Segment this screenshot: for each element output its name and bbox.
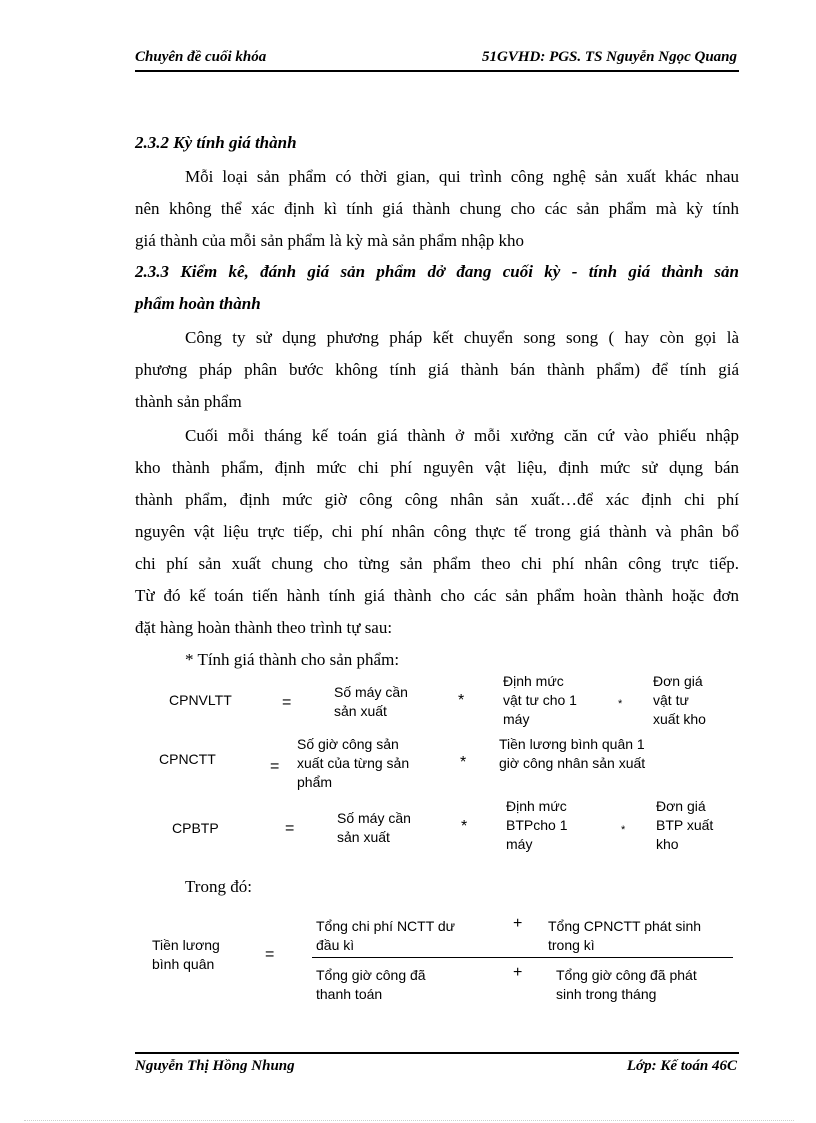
formula-cpnctt-term-a: Số giờ công sản xuất của từng sản phẩm bbox=[297, 736, 410, 790]
heading-2-3-3-line1: 2.3.3 Kiểm kê, đánh giá sản phẩm dở đang cuối kỳ - tính giá thành sản bbox=[135, 262, 739, 281]
formula-cpbtp-term-c: Đơn giá BTP xuất kho bbox=[656, 798, 714, 852]
text-line: nên không thể xác định kì tính giá thành chung cho các sản phẩm mà kỳ tính bbox=[135, 199, 739, 218]
multiply-sign: * bbox=[618, 698, 623, 710]
formula-cpbtp-term-b: Định mức BTPcho 1 máy bbox=[506, 798, 568, 852]
formula-cpnvltt-term-b: Định mức vật tư cho 1 máy bbox=[503, 673, 577, 727]
equals-sign: = bbox=[270, 758, 280, 775]
equals-sign: = bbox=[265, 946, 275, 963]
text-line: thành sản phẩm bbox=[135, 392, 242, 411]
fraction-numerator-a: Tổng chi phí NCTT dư đầu kì bbox=[316, 918, 456, 953]
text-line: thành phẩm, định mức giờ công công nhân sản xuất…để xác định chi phí bbox=[135, 490, 739, 509]
fraction-left-term: Tiền lương bình quân bbox=[152, 937, 220, 972]
text-line: nguyên vật liệu trực tiếp, chi phí nhân công thực tế trong giá thành và phân bổ bbox=[135, 522, 739, 541]
header-supervisor: 51GVHD: PGS. TS Nguyễn Ngọc Quang bbox=[481, 49, 737, 65]
text-line: chi phí sản xuất chung cho từng sản phẩm theo chi phí nhân công trực tiếp. bbox=[135, 554, 739, 573]
multiply-sign: * bbox=[458, 692, 465, 709]
header-course-title: Chuyên đề cuối khóa bbox=[135, 49, 267, 65]
fraction-bar bbox=[312, 957, 733, 958]
multiply-sign: * bbox=[460, 754, 467, 771]
heading-2-3-3-line2: phẩm hoàn thành bbox=[135, 294, 261, 313]
formula-cpnvltt-term-c: Đơn giá vật tư xuất kho bbox=[653, 673, 706, 727]
text-line: Mỗi loại sản phẩm có thời gian, qui trình công nghệ sản xuất khác nhau bbox=[185, 167, 739, 186]
heading-2-3-2: 2.3.2 Kỳ tính giá thành bbox=[135, 133, 297, 152]
formula-cpnctt-name: CPNCTT bbox=[159, 751, 216, 767]
multiply-sign: * bbox=[621, 824, 626, 836]
text-line: đặt hàng hoàn thành theo trình tự sau: bbox=[135, 618, 393, 637]
equals-sign: = bbox=[285, 820, 295, 837]
fraction-denominator-b: Tổng giờ công đã phát sinh trong tháng bbox=[556, 967, 697, 1002]
page-header bbox=[135, 46, 739, 72]
fraction-numerator-b: Tổng CPNCTT phát sinh trong kì bbox=[548, 918, 702, 953]
bullet-line: * Tính giá thành cho sản phẩm: bbox=[185, 650, 400, 669]
formula-cpbtp-name: CPBTP bbox=[172, 820, 219, 836]
text-line: Cuối mỗi tháng kế toán giá thành ở mỗi xưởng căn cứ vào phiếu nhập bbox=[185, 426, 739, 445]
trong-do-label: Trong đó: bbox=[185, 877, 252, 896]
text-line: giá thành của mỗi sản phẩm là kỳ mà sản phẩm nhập kho bbox=[135, 231, 525, 250]
footer-class: Lớp: Kế toán 46C bbox=[626, 1058, 737, 1074]
footer-author: Nguyễn Thị Hồng Nhung bbox=[135, 1058, 295, 1074]
equals-sign: = bbox=[282, 694, 292, 711]
page-footer bbox=[135, 1052, 739, 1078]
multiply-sign: * bbox=[461, 818, 468, 835]
text-line: phương pháp phân bước không tính giá thành bán thành phẩm) để tính giá bbox=[135, 360, 739, 379]
text-line: Công ty sử dụng phương pháp kết chuyển song song ( hay còn gọi là bbox=[185, 328, 739, 347]
text-line: Từ đó kế toán tiến hành tính giá thành cho các sản phẩm hoàn thành hoặc đơn bbox=[135, 586, 739, 605]
plus-sign: + bbox=[513, 964, 523, 981]
plus-sign: + bbox=[513, 915, 523, 932]
fraction-denominator-a: Tổng giờ công đã thanh toán bbox=[316, 967, 426, 1002]
formula-cpbtp-term-a: Số máy cần sản xuất bbox=[337, 810, 411, 845]
formula-cpnvltt-name: CPNVLTT bbox=[169, 692, 232, 708]
formula-cpnctt-term-b: Tiền lương bình quân 1 giờ công nhân sản xuất bbox=[499, 736, 646, 771]
page-edge-divider bbox=[24, 1120, 794, 1121]
text-line: kho thành phẩm, định mức chi phí nguyên vật liệu, định mức sử dụng bán bbox=[135, 458, 739, 477]
formula-cpnvltt-term-a: Số máy cần sản xuất bbox=[334, 684, 408, 719]
